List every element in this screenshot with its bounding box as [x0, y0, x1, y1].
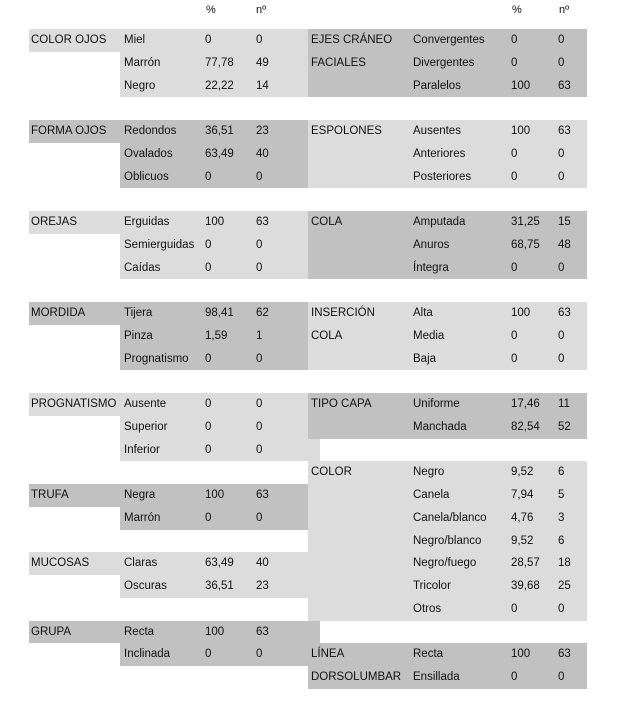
category-label: GRUPA — [31, 625, 72, 638]
table-row — [29, 348, 329, 371]
row-label: Negro/fuego — [413, 557, 477, 570]
row-label: Convergentes — [413, 34, 485, 46]
table-row — [308, 530, 608, 553]
row-count: 23 — [256, 580, 269, 592]
row-count: 0 — [256, 261, 263, 274]
row-count: 15 — [558, 216, 571, 228]
table-row — [308, 484, 608, 507]
category-label: MUCOSAS — [31, 557, 90, 570]
row-label: Posteriores — [413, 170, 472, 183]
row-percent: 0 — [511, 352, 518, 365]
row-label: Manchada — [413, 420, 467, 433]
row-label: Erguidas — [124, 216, 170, 228]
row-label: Superior — [124, 420, 168, 433]
row-count: 14 — [256, 79, 269, 92]
row-percent: 82,54 — [511, 420, 540, 433]
category-label: LÍNEA — [311, 648, 345, 661]
row-label: Ovalados — [124, 147, 173, 160]
row-percent: 98,41 — [205, 307, 234, 319]
row-count: 0 — [256, 398, 263, 410]
row-label: Caídas — [124, 261, 161, 274]
row-percent: 0 — [511, 261, 518, 274]
table-row — [308, 302, 608, 325]
row-percent: 100 — [511, 79, 531, 92]
row-percent: 0 — [511, 671, 518, 683]
row-label: Media — [413, 329, 445, 342]
row-count: 0 — [558, 602, 565, 615]
table-row — [308, 598, 608, 621]
row-count: 63 — [256, 489, 269, 501]
row-label: Marrón — [124, 56, 161, 69]
category-label: FORMA OJOS — [31, 125, 107, 137]
category-label: MORDIDA — [31, 307, 86, 319]
table-row — [308, 507, 608, 530]
table-row — [29, 325, 329, 348]
category-label: FACIALES — [311, 56, 366, 69]
row-count: 63 — [558, 648, 571, 661]
table-row — [29, 75, 329, 98]
row-label: Miel — [124, 34, 146, 46]
table-row — [29, 575, 329, 598]
row-count: 0 — [558, 34, 565, 46]
row-percent: 68,75 — [511, 238, 540, 251]
row-count: 0 — [558, 147, 565, 160]
row-count: 0 — [558, 329, 565, 342]
row-count: 0 — [256, 170, 263, 183]
row-percent: 0 — [511, 56, 518, 69]
row-percent: 0 — [205, 34, 212, 46]
row-count: 5 — [558, 489, 565, 501]
row-count: 3 — [558, 511, 565, 524]
category-label: OREJAS — [31, 216, 78, 228]
row-percent: 39,68 — [511, 580, 540, 592]
row-percent: 0 — [205, 398, 212, 410]
row-label: Inclinada — [124, 648, 171, 661]
row-percent: 0 — [511, 147, 518, 160]
row-percent: 0 — [511, 34, 518, 46]
row-count: 0 — [256, 352, 263, 365]
category-label: EJES CRÁNEO — [311, 34, 393, 46]
row-percent: 0 — [205, 352, 212, 365]
table-row — [29, 302, 329, 325]
row-label: Negro — [124, 79, 156, 92]
row-count: 63 — [256, 216, 269, 228]
table-row — [29, 439, 329, 462]
row-label: Prognatismo — [124, 352, 189, 365]
row-percent: 100 — [511, 307, 531, 319]
row-percent: 0 — [205, 170, 212, 183]
left-pct-header: % — [206, 4, 216, 16]
row-label: Ensillada — [413, 671, 460, 683]
row-count: 25 — [558, 580, 571, 592]
row-percent: 0 — [205, 511, 212, 524]
row-label: Semierguidas — [124, 238, 195, 251]
row-percent: 9,52 — [511, 466, 534, 479]
row-count: 0 — [256, 34, 263, 46]
row-label: Tijera — [124, 307, 153, 319]
row-percent: 17,46 — [511, 398, 540, 410]
table-row — [308, 461, 608, 484]
row-count: 0 — [558, 170, 565, 183]
table-row — [29, 552, 329, 575]
row-label: Ausente — [124, 398, 167, 410]
row-count: 6 — [558, 466, 565, 479]
row-percent: 9,52 — [511, 534, 534, 547]
row-label: Claras — [124, 557, 158, 570]
table-row — [308, 166, 608, 189]
row-count: 0 — [256, 238, 263, 251]
row-percent: 31,25 — [511, 216, 540, 228]
table-row — [29, 257, 329, 280]
row-percent: 0 — [205, 261, 212, 274]
row-percent: 0 — [205, 238, 212, 251]
table-row — [29, 52, 329, 75]
row-label: Paralelos — [413, 79, 461, 92]
row-label: Amputada — [413, 216, 466, 228]
table-row — [29, 507, 329, 530]
category-label: TIPO CAPA — [311, 398, 372, 410]
table-row — [308, 234, 608, 257]
row-label: Oblicuos — [124, 170, 169, 183]
row-label: Canela — [413, 489, 450, 501]
row-label: Anuros — [413, 238, 450, 251]
row-percent: 1,59 — [205, 329, 228, 342]
category-label: COLOR OJOS — [31, 34, 107, 46]
row-percent: 100 — [511, 648, 531, 661]
row-label: Redondos — [124, 125, 177, 137]
row-percent: 100 — [511, 125, 531, 137]
row-count: 18 — [558, 557, 571, 570]
table-row — [308, 325, 608, 348]
row-label: Anteriores — [413, 147, 466, 160]
category-label: ESPOLONES — [311, 125, 382, 137]
table-row — [308, 643, 608, 666]
table-row — [308, 257, 608, 280]
row-count: 0 — [558, 261, 565, 274]
table-row — [29, 416, 329, 439]
table-row — [29, 211, 329, 234]
row-percent: 28,57 — [511, 557, 540, 570]
row-percent: 22,22 — [205, 79, 234, 92]
row-label: Divergentes — [413, 56, 475, 69]
table-row — [308, 52, 608, 75]
row-percent: 36,51 — [205, 125, 234, 137]
row-count: 0 — [256, 648, 263, 661]
table-row — [29, 621, 329, 644]
table-row — [29, 484, 329, 507]
left-num-header: nº — [256, 4, 267, 16]
row-count: 0 — [558, 671, 565, 683]
row-percent: 0 — [511, 602, 518, 615]
row-label: Recta — [124, 625, 155, 638]
row-count: 11 — [558, 398, 570, 410]
row-count: 48 — [558, 238, 571, 251]
row-label: Baja — [413, 352, 437, 365]
row-label: Pinza — [124, 329, 153, 342]
table-row — [29, 143, 329, 166]
row-label: Inferior — [124, 443, 160, 456]
table-row — [308, 552, 608, 575]
row-percent: 77,78 — [205, 56, 234, 69]
row-percent: 100 — [205, 489, 225, 501]
row-label: Otros — [413, 602, 442, 615]
row-count: 0 — [558, 352, 565, 365]
row-label: Marrón — [124, 511, 161, 524]
row-count: 0 — [256, 443, 263, 456]
row-count: 1 — [256, 329, 263, 342]
row-count: 63 — [558, 307, 571, 319]
table-row — [308, 211, 608, 234]
row-label: Negro — [413, 466, 445, 479]
table-row — [308, 666, 608, 689]
row-count: 49 — [256, 56, 269, 69]
row-label: Canela/blanco — [413, 511, 487, 524]
row-label: Recta — [413, 648, 444, 661]
category-label: PROGNATISMO — [31, 398, 117, 410]
row-label: Negra — [124, 489, 156, 501]
table-row — [308, 416, 608, 439]
category-label: COLA — [311, 329, 343, 342]
row-count: 40 — [256, 557, 269, 570]
table-row — [308, 75, 608, 98]
table-row — [308, 348, 608, 371]
row-percent: 4,76 — [511, 511, 534, 524]
row-count: 0 — [256, 511, 263, 524]
row-count: 40 — [256, 147, 269, 160]
row-label: Íntegra — [413, 261, 449, 274]
row-label: Negro/blanco — [413, 534, 482, 547]
table-row — [308, 29, 608, 52]
row-count: 6 — [558, 534, 565, 547]
row-label: Alta — [413, 307, 433, 319]
row-percent: 63,49 — [205, 147, 234, 160]
table-row — [308, 575, 608, 598]
row-percent: 0 — [205, 648, 212, 661]
row-percent: 36,51 — [205, 580, 234, 592]
table-row — [29, 29, 329, 52]
row-percent: 100 — [205, 216, 225, 228]
row-percent: 0 — [205, 420, 212, 433]
row-count: 23 — [256, 125, 269, 137]
row-count: 63 — [558, 125, 571, 137]
row-count: 0 — [558, 56, 565, 69]
table-row — [29, 120, 329, 143]
row-count: 52 — [558, 420, 571, 433]
table-row — [29, 393, 329, 416]
row-count: 62 — [256, 307, 269, 319]
table-row — [308, 143, 608, 166]
category-label: TRUFA — [31, 489, 69, 501]
row-label: Ausentes — [413, 125, 461, 137]
row-percent: 63,49 — [205, 557, 234, 570]
right-num-header: nº — [559, 4, 570, 16]
row-label: Tricolor — [413, 580, 451, 592]
category-label: COLA — [311, 216, 343, 228]
row-percent: 0 — [511, 329, 518, 342]
row-count: 63 — [558, 79, 571, 92]
row-label: Uniforme — [413, 398, 460, 410]
row-percent: 7,94 — [511, 489, 534, 501]
table-row — [29, 234, 329, 257]
right-pct-header: % — [512, 4, 522, 16]
category-label: DORSOLUMBAR — [311, 671, 402, 683]
table-row — [29, 643, 329, 666]
table-row — [308, 120, 608, 143]
row-count: 63 — [256, 625, 269, 638]
row-label: Oscuras — [124, 580, 167, 592]
row-count: 0 — [256, 420, 263, 433]
table-row — [308, 393, 608, 416]
row-percent: 0 — [205, 443, 212, 456]
category-label: COLOR — [311, 466, 352, 479]
table-row — [29, 166, 329, 189]
row-percent: 100 — [205, 625, 225, 638]
row-percent: 0 — [511, 170, 518, 183]
category-label: INSERCIÓN — [311, 307, 375, 319]
